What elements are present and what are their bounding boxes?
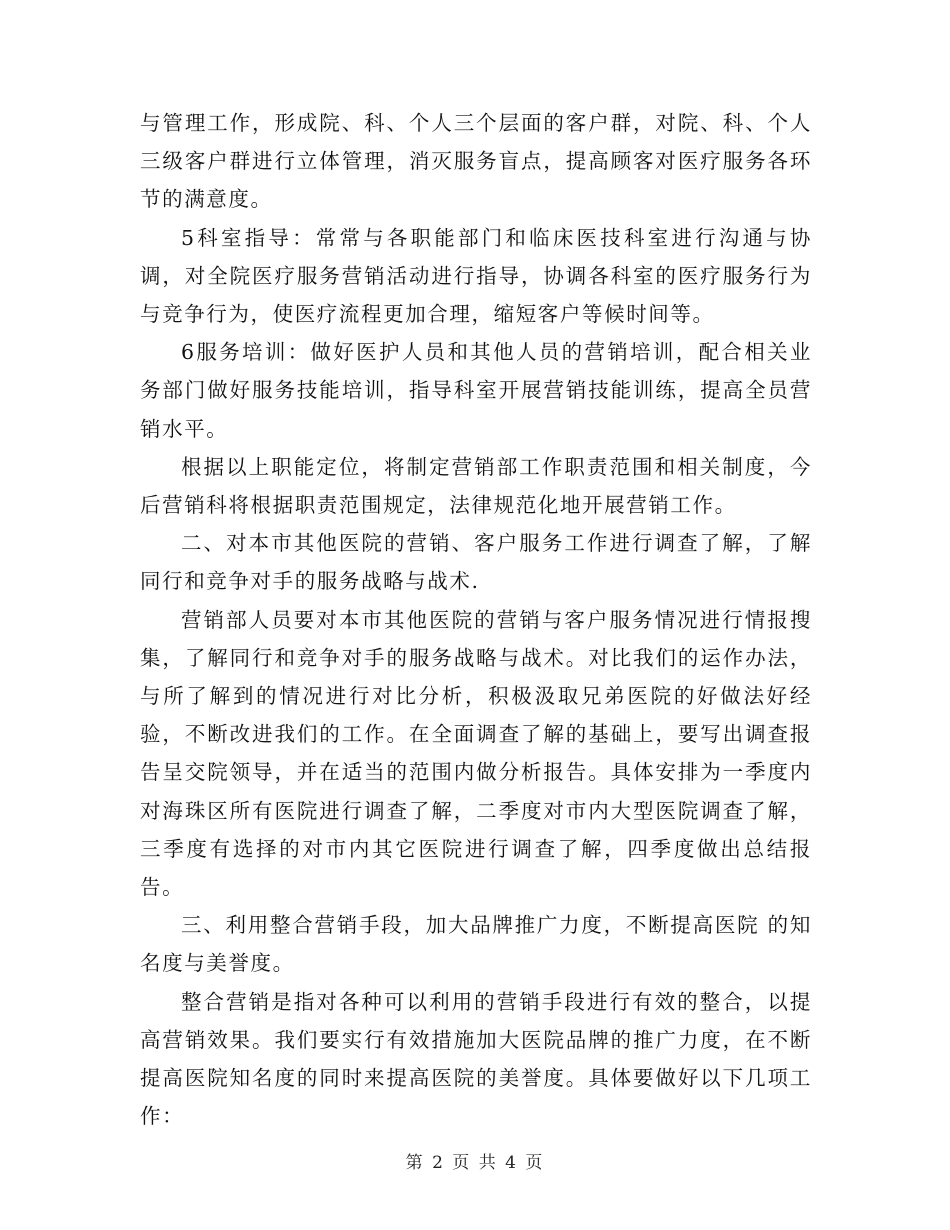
paragraph-function-positioning: 根据以上职能定位，将制定营销部工作职责范围和相关制度，今后营销科将根据职责范围规定，法律规范化地开展营销工作。 [140,454,812,518]
paragraph-service-training: 6服务培训：做好医护人员和其他人员的营销培训，配合相关业务部门做好服务技能培训，指导科室开展营销技能训练，提高全员营销水平。 [140,340,812,441]
page-number-footer: 第 2 页 共 4 页 [405,1153,545,1173]
paragraph-market-survey: 营销部人员要对本市其他医院的营销与客户服务情况进行情报搜集，了解同行和竞争对手的服务战略与战术。对比我们的运作办法，与所了解到的情况进行对比分析，积极汲取兄弟医院的好做法好经验，不断改进我们的工作。在全面调查了解的基础上，要写出调查报告呈交院领导，并在适当的范围内做分析报告。具体安排为一季度内对海珠区所有医院进行调查了解，二季度对市内大型医院调查了解，三季度有选择的对市内其它医院进行调查了解，四季度做出总结报告。 [140,607,812,900]
heading-section-three: 三、利用整合营销手段，加大品牌推广力度，不断提高医院 的知名度与美誉度。 [140,913,812,976]
paragraph-continuation: 与管理工作，形成院、科、个人三个层面的客户群，对院、科、个人三级客户群进行立体管理，消灭服务盲点，提高顾客对医疗服务各环节的满意度。 [140,111,812,212]
paragraph-department-guidance: 5科室指导：常常与各职能部门和临床医技科室进行沟通与协调，对全院医疗服务营销活动进行指导，协调各科室的医疗服务行为与竞争行为，使医疗流程更加合理，缩短客户等候时间等。 [140,225,812,327]
document-body [140,104,812,1135]
paragraph-integrated-marketing: 整合营销是指对各种可以利用的营销手段进行有效的整合，以提高营销效果。我们要实行有效措施加大医院品牌的推广力度，在不断提高医院知名度的同时来提高医院的美誉度。具体要做好以下几项工作： [140,989,812,1129]
heading-section-two: 二、对本市其他医院的营销、客户服务工作进行调查了解，了解同行和竞争对手的服务战略与战术. [140,531,812,594]
